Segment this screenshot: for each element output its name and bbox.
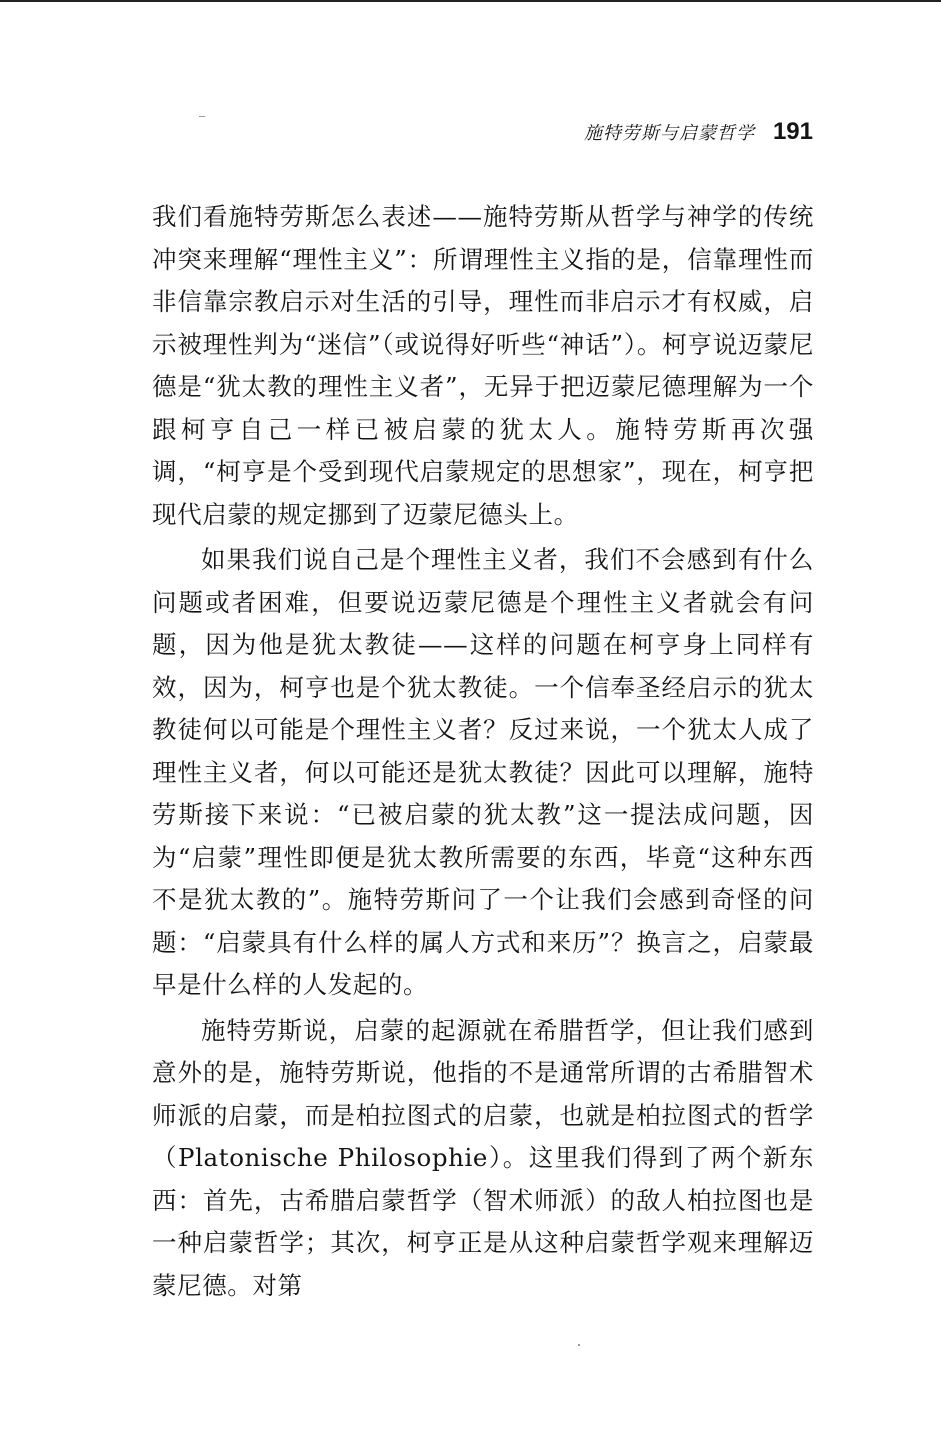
running-title: 施特劳斯与启蒙哲学 xyxy=(583,123,755,144)
scan-speck-bottom xyxy=(578,1344,580,1346)
paragraph-3: 施特劳斯说，启蒙的起源就在希腊哲学，但让我们感到意外的是，施特劳斯说，他指的不是通常所谓的古希腊智术师派的启蒙，而是柏拉图式的启蒙，也就是柏拉图式的哲学（Platonische Philosophie）。这里我们得到了两个新东西：首先，古希腊启蒙哲学（智术师派）的敌人柏拉图也是一种启蒙哲学；其次，柯亨正是从这种启蒙哲学观来理解迈蒙尼德。对第 xyxy=(152,1015,814,1300)
top-page-edge xyxy=(0,0,941,2)
page-number: 191 xyxy=(772,118,813,145)
paragraph-2: 如果我们说自己是个理性主义者，我们不会感到有什么问题或者困难，但要说迈蒙尼德是个理性主义者就会有问题，因为他是犹太教徒——这样的问题在柯亨身上同样有效，因为，柯亨也是个犹太教徒。一个信奉圣经启示的犹太教徒何以可能是个理性主义者？反过来说，一个犹太人成了理性主义者，何以可能还是犹太教徒？因此可以理解，施特劳斯接下来说：“已被启蒙的犹太教”这一提法成问题，因为“启蒙”理性即便是犹太教所需要的东西，毕竟“这种东西不是犹太教的”。施特劳斯问了一个让我们会感到奇怪的问题：“启蒙具有什么样的属人方式和来历”？换言之，启蒙最早是什么样的人发起的。 xyxy=(152,545,814,999)
running-header xyxy=(584,118,813,150)
scan-speck-top xyxy=(199,116,205,117)
body-text xyxy=(152,196,814,1307)
paragraph-1: 我们看施特劳斯怎么表述——施特劳斯从哲学与神学的传统冲突来理解“理性主义”：所谓理性主义指的是，信靠理性而非信靠宗教启示对生活的引导，理性而非启示才有权威，启示被理性判为“迷信”（或说得好听些“神话”）。柯亨说迈蒙尼德是“犹太教的理性主义者”，无异于把迈蒙尼德理解为一个跟柯亨自己一样已被启蒙的犹太人。施特劳斯再次强调，“柯亨是个受到现代启蒙规定的思想家”，现在，柯亨把现代启蒙的规定挪到了迈蒙尼德头上。 xyxy=(152,202,814,529)
